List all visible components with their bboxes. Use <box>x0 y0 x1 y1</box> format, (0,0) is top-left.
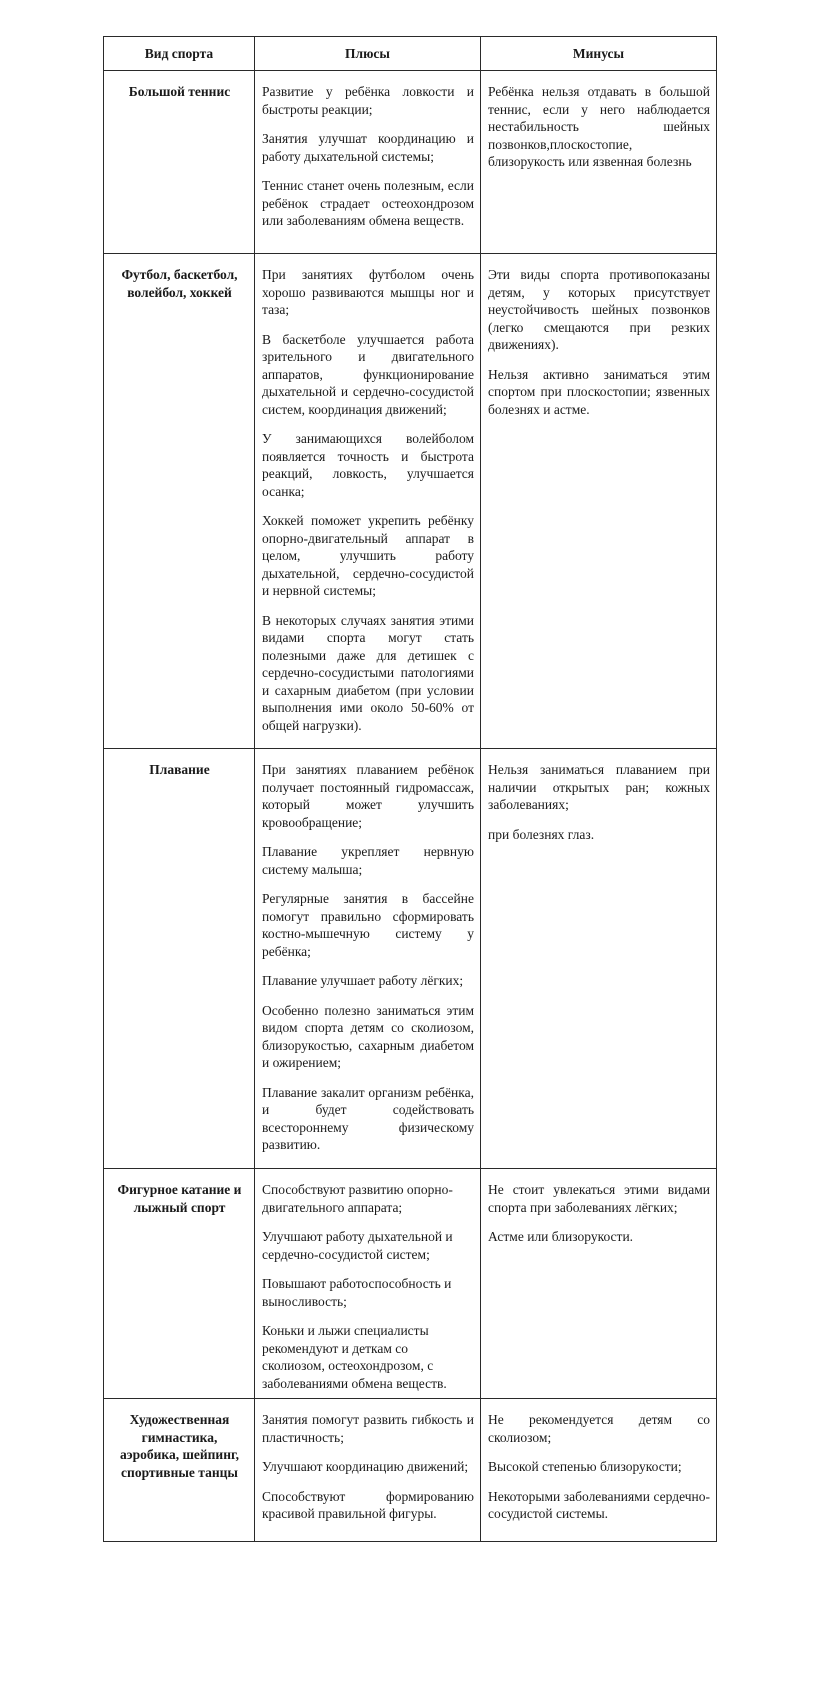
sports-comparison-table <box>103 36 717 1542</box>
sport-name-cell: Плавание <box>104 749 255 1169</box>
pro-item: В некоторых случаях занятия этими видами спорта могут стать полезными даже для детишек с сердечно-сосудистыми патологиями и сахарным диабетом (при условии выполнения ими около 50-60% от общей нагрузки). <box>262 612 474 733</box>
pro-item: У занимающихся волейболом появляется точность и быстрота реакций, ловкость, улучшается осанка; <box>262 431 474 499</box>
pro-item: Улучшают работу дыхательной и сердечно-сосудистой систем; <box>262 1229 453 1262</box>
header-row <box>104 37 717 71</box>
header-sport: Вид спорта <box>104 37 255 71</box>
pro-item: Регулярные занятия в бассейне помогут правильно сформировать костно-мышечную систему у ребёнка; <box>262 891 474 959</box>
header-cons: Минусы <box>481 37 717 71</box>
cons-cell <box>481 1399 717 1542</box>
table-row <box>104 749 717 1169</box>
con-item: Астме или близорукости. <box>488 1229 634 1244</box>
con-item: Эти виды спорта противопоказаны детям, у которых присутствует неустойчивость шейных позвонков (легко смещаются при резких движениях). <box>488 267 710 352</box>
pro-item: Способствуют развитию опорно-двигательного аппарата; <box>262 1182 453 1215</box>
pro-item: В баскетболе улучшается работа зрительного и двигательного аппаратов, функционирование дыхательной и сердечно-сосудистой систем, координация движений; <box>262 331 474 417</box>
pro-item: Плавание улучшает работу лёгких; <box>262 973 464 988</box>
pro-item: При занятиях плаванием ребёнок получает постоянный гидромассаж, который может улучшить кровообращение; <box>262 762 474 830</box>
pros-cell <box>255 254 481 749</box>
pro-item: Плавание закалит организм ребёнка, и будет содействовать всестороннему физическому развитию. <box>262 1084 474 1152</box>
table-body <box>104 71 717 1542</box>
cons-cell <box>481 71 717 254</box>
header-pros: Плюсы <box>255 37 481 71</box>
pro-item: Развитие у ребёнка ловкости и быстроты реакции; <box>262 84 474 117</box>
pro-item: Повышают работоспособность и выносливость; <box>262 1276 452 1309</box>
cons-cell <box>481 254 717 749</box>
con-item: Нельзя заниматься плаванием при наличии открытых ран; кожных заболеваниях; <box>488 762 710 812</box>
con-item: Высокой степенью близорукости; <box>488 1459 682 1474</box>
sport-name-cell: Художественная гимнастика, аэробика, шейпинг, спортивные танцы <box>104 1399 255 1542</box>
con-item: Не рекомендуется детям со сколиозом; <box>488 1412 710 1445</box>
pros-cell <box>255 1399 481 1542</box>
pros-cell <box>255 71 481 254</box>
pro-item: При занятиях футболом очень хорошо развиваются мышцы ног и таза; <box>262 267 474 317</box>
table-row <box>104 71 717 254</box>
pro-item: Плавание укрепляет нервную систему малыша; <box>262 844 474 877</box>
cons-cell <box>481 749 717 1169</box>
con-item: Некоторыми заболеваниями сердечно-сосудистой системы. <box>488 1488 710 1521</box>
sport-name-cell: Футбол, баскетбол, волейбол, хоккей <box>104 254 255 749</box>
con-item: при болезнях глаз. <box>488 826 595 842</box>
sport-name-cell: Большой теннис <box>104 71 255 254</box>
pros-cell <box>255 749 481 1169</box>
pros-cell <box>255 1169 481 1399</box>
pro-item: Занятия помогут развить гибкость и пластичность; <box>262 1412 474 1445</box>
pro-item: Теннис станет очень полезным, если ребёнок страдает остеохондрозом или заболеваниям обмена веществ. <box>262 178 474 228</box>
pro-item: Особенно полезно заниматься этим видом спорта детям со сколиозом, близорукостью, сахарным диабетом и ожирением; <box>262 1002 474 1070</box>
cons-cell <box>481 1169 717 1399</box>
table-row <box>104 254 717 749</box>
pro-item: Занятия улучшат координацию и работу дыхательной системы; <box>262 131 474 164</box>
table-row <box>104 1169 717 1399</box>
con-item: Нельзя активно заниматься этим спортом при плоскостопии; язвенных болезнях и астме. <box>488 366 710 417</box>
con-item: Ребёнка нельзя отдавать в большой теннис, если у него наблюдается нестабильность шейных позвонков,плоскостопие, близорукость или язвенная болезнь <box>488 84 710 169</box>
pro-item: Способствуют формированию красивой правильной фигуры. <box>262 1488 474 1521</box>
pro-item: Хоккей поможет укрепить ребёнку опорно-двигательный аппарат в целом, улучшить работу дыхательной, сердечно-сосудистой и нервной системы; <box>262 513 474 598</box>
pro-item: Коньки и лыжи специалисты рекомендуют и деткам со сколиозом, остеохондрозом, с заболеваниями обмена веществ. <box>262 1323 447 1391</box>
sport-name-cell: Фигурное катание и лыжный спорт <box>104 1169 255 1399</box>
pro-item: Улучшают координацию движений; <box>262 1459 469 1474</box>
table-row <box>104 1399 717 1542</box>
con-item: Не стоит увлекаться этими видами спорта при заболеваниях лёгких; <box>488 1182 710 1215</box>
